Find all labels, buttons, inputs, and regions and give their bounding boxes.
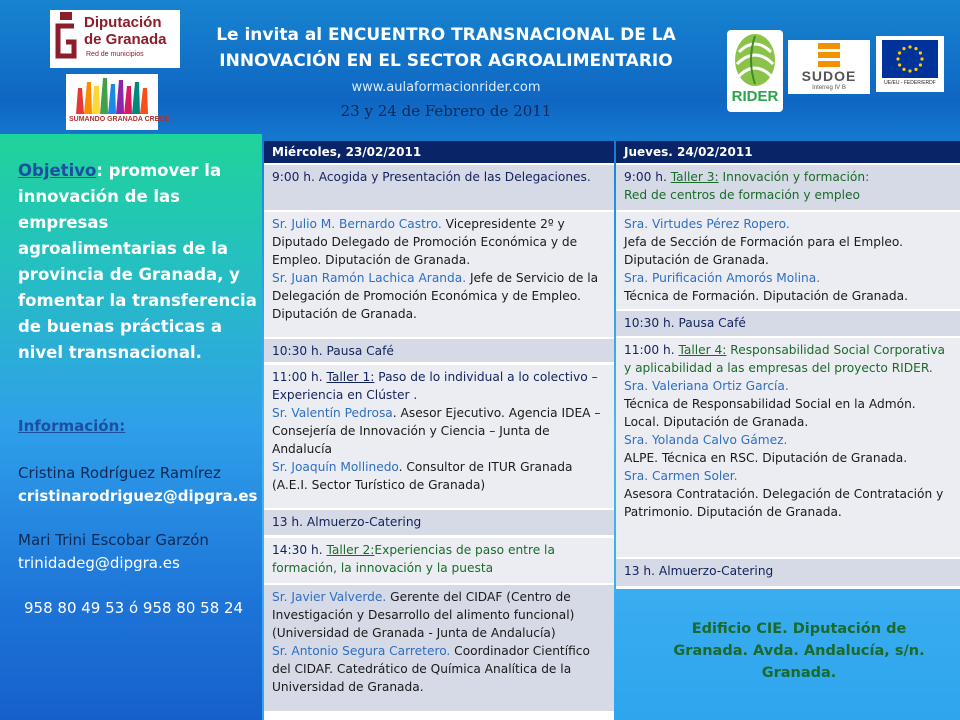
- diputacion-logo: [50, 10, 180, 68]
- contact2-name: Mari Trini Escobar Garzón: [18, 531, 209, 549]
- phone-numbers: 958 80 49 53 ó 958 80 58 24: [24, 599, 244, 617]
- thursday-header: Jueves. 24/02/2011: [616, 141, 960, 163]
- header: [0, 0, 960, 134]
- contact1-name: Cristina Rodríguez Ramírez: [18, 464, 221, 482]
- speaker-name: Sr. Julio M. Bernardo Castro.: [272, 217, 442, 231]
- rider-globe-icon: [733, 32, 777, 88]
- information-heading: Información:: [18, 417, 126, 435]
- sudoe-logo-text: SUDOE: [801, 68, 857, 84]
- eu-logo-text: UE/EU - FEDER/ERDF: [884, 80, 936, 86]
- taller-label: Taller 1:: [326, 370, 375, 384]
- session-lunch-2: 13 h. Almuerzo-Catering: [616, 559, 960, 587]
- session-speakers-2: Sr. Javier Valverde. Gerente del CIDAF (Centro de Investigación y Desarrollo del alimento funcional) (Universidad de Granada - Junta de Andalucía) Sr. Antonio Segura Carretero. Coordinador Científico del CIDAF. Catedrático de Química Analítica de la Universidad de Granada.: [264, 585, 614, 712]
- session-coffee-break-2: 10:30 h. Pausa Café: [616, 311, 960, 337]
- session-taller-3-speakers: Sra. Virtudes Pérez Ropero. Jefa de Sección de Formación para el Empleo. Diputación de Granada. Sra. Purificación Amorós Molina. Técnica de Formación. Diputación de Granada.: [616, 212, 960, 310]
- sudoe-mark-icon: [818, 43, 840, 67]
- speaker-name: Sra. Valeriana Ortiz García.: [624, 379, 789, 393]
- speaker-name: Sr. Valentín Pedrosa: [272, 406, 393, 420]
- sumando-granada-text: SUMANDO GRANADA CRECE: [69, 116, 170, 123]
- session-taller-2: 14:30 h. Taller 2:Experiencias de paso entre la formación, la innovación y la puesta: [264, 538, 614, 584]
- sudoe-logo-sub: Interreg IV B: [812, 85, 846, 91]
- event-dates: 23 y 24 de Febrero de 2011: [340, 102, 552, 120]
- session-taller-3: 9:00 h. Taller 3: Innovación y formación: Red de centros de formación y empleo: [616, 165, 960, 211]
- sidebar: [0, 134, 262, 720]
- sudoe-logo: [788, 40, 870, 94]
- taller-label: Taller 2:: [326, 543, 375, 557]
- speaker-name: Sr. Joaquín Mollinedo: [272, 460, 399, 474]
- speaker-name: Sra. Carmen Soler.: [624, 469, 738, 483]
- session-taller-1: 11:00 h. Taller 1: Paso de lo individual a lo colectivo – Experiencia en Clúster . Sr. Valentín Pedrosa. Asesor Ejecutivo. Agencia IDEA – Consejería de Innovación y Ciencia – Junta de Andalucía Sr. Joaquín Mollinedo. Consultor de ITUR Granada (A.E.I. Sector Turístico de Granada): [264, 365, 614, 509]
- session-lunch: 13 h. Almuerzo-Catering: [264, 510, 614, 536]
- contact2-email[interactable]: trinidadeg@dipgra.es: [18, 554, 180, 572]
- speaker-name: Sr. Javier Valverde.: [272, 590, 387, 604]
- website-url[interactable]: www.aulaformacionrider.com: [351, 80, 541, 95]
- hands-icon: [72, 76, 152, 114]
- contact1-email[interactable]: cristinarodriguez@dipgra.es: [18, 487, 258, 505]
- speaker-name: Sra. Virtudes Pérez Ropero.: [624, 217, 790, 231]
- diputacion-g-icon: [52, 12, 80, 62]
- eu-flag-logo: [876, 36, 944, 92]
- wednesday-header: Miércoles, 23/02/2011: [264, 141, 614, 163]
- objective-label: Objetivo: [18, 161, 97, 180]
- speaker-name: Sra. Purificación Amorós Molina.: [624, 271, 821, 285]
- sumando-granada-logo: [66, 74, 170, 130]
- venue-address: Edificio CIE. Diputación de Granada. Avda. Andalucía, s/n. Granada.: [673, 621, 925, 681]
- session-speakers-1: Sr. Julio M. Bernardo Castro. Vicepresidente 2º y Diputado Delegado de Promoción Económica y de Empleo. Diputación de Granada. Sr. Juan Ramón Lachica Aranda. Jefe de Servicio de la Delegación de Promoción Económica y de Empleo. Diputación de Granada.: [264, 212, 614, 338]
- rider-logo-text: RIDER: [731, 88, 779, 105]
- wednesday-column: [264, 141, 614, 720]
- page-title: Le invita al ENCUENTRO TRANSNACIONAL DE LA INNOVACIÓN EN EL SECTOR AGROALIMENTARIO: [216, 25, 676, 71]
- session-coffee-break: 10:30 h. Pausa Café: [264, 339, 614, 363]
- objective-text: Objetivo: promover la innovación de las empresas agroalimentarias de la provincia de Granada, y fomentar la transferencia de buenas prácticas a nivel transnacional.: [18, 161, 257, 362]
- eu-stars-icon: [882, 40, 938, 78]
- speaker-name: Sr. Antonio Segura Carretero.: [272, 644, 451, 658]
- rider-logo: [727, 30, 783, 112]
- speaker-name: Sra. Yolanda Calvo Gámez.: [624, 433, 788, 447]
- diputacion-logo-text: Diputación de Granada: [84, 14, 167, 48]
- taller-label: Taller 4:: [678, 343, 727, 357]
- session-welcome: 9:00 h. Acogida y Presentación de las Delegaciones.: [264, 165, 614, 211]
- diputacion-logo-sub: Red de municipios: [86, 51, 144, 58]
- taller-label: Taller 3:: [670, 170, 719, 184]
- session-taller-4: 11:00 h. Taller 4: Responsabilidad Social Corporativa y aplicabilidad a las empresas del proyecto RIDER. Sra. Valeriana Ortiz García. Técnica de Responsabilidad Social en la Admón. Local. Diputación de Granada. Sra. Yolanda Calvo Gámez. ALPE. Técnica en RSC. Diputación de Granada. Sra. Carmen Soler. Asesora Contratación. Delegación de Contratación y Patrimonio. Diputación de Granada.: [616, 338, 960, 558]
- speaker-name: Sr. Juan Ramón Lachica Aranda.: [272, 271, 467, 285]
- thursday-column: [616, 141, 960, 589]
